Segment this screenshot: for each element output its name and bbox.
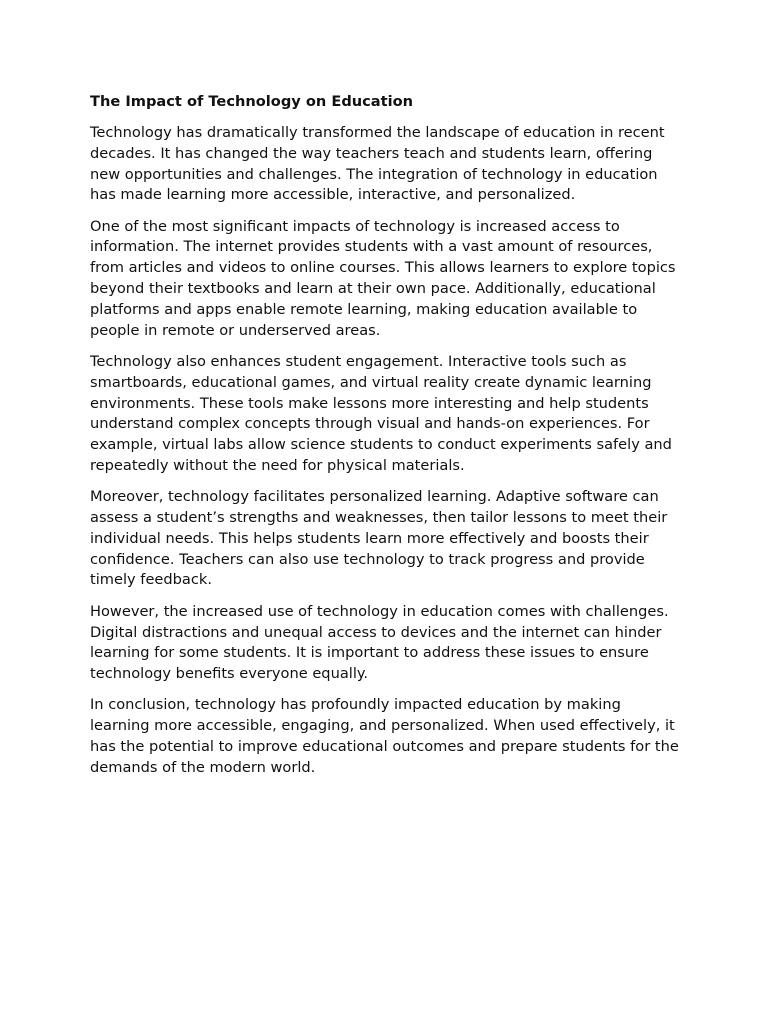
document-title: The Impact of Technology on Education <box>90 93 414 110</box>
paragraph-intro: Technology has dramatically transformed the landscape of education in recent decades. It has changed the way teachers teach and students learn, offering new opportunities and challenges. The integration of technology in education has made learning more accessible, interactive, and personalized. <box>90 124 665 204</box>
document-page <box>90 92 682 789</box>
paragraph-personalized: Moreover, technology facilitates personalized learning. Adaptive software can assess a student’s strengths and weaknesses, then tailor lessons to meet their individual needs. This helps students learn more effectively and boosts their confidence. Teachers can also use technology to track progress and provide timely feedback. <box>90 488 668 589</box>
paragraph-conclusion: In conclusion, technology has profoundly impacted education by making learning more accessible, engaging, and personalized. When used effectively, it has the potential to improve educational outcomes and prepare students for the demands of the modern world. <box>90 696 679 776</box>
paragraph-challenges: However, the increased use of technology in education comes with challenges. Digital distractions and unequal access to devices and the internet can hinder learning for some students. It is important to address these issues to ensure technology benefits everyone equally. <box>90 602 669 683</box>
paragraph-engagement: Technology also enhances student engagement. Interactive tools such as smartboards, educational games, and virtual reality create dynamic learning environments. These tools make lessons more interesting and help students understand complex concepts through visual and hands-on experiences. For example, virtual labs allow science students to conduct experiments safely and repeatedly without the need for physical materials. <box>90 352 672 474</box>
paragraph-access: One of the most significant impacts of technology is increased access to information. The internet provides students with a vast amount of resources, from articles and videos to online courses. This allows learners to explore topics beyond their textbooks and learn at their own pace. Additionally, educational platforms and apps enable remote learning, making education available to people in remote or underserved areas. <box>90 217 676 339</box>
